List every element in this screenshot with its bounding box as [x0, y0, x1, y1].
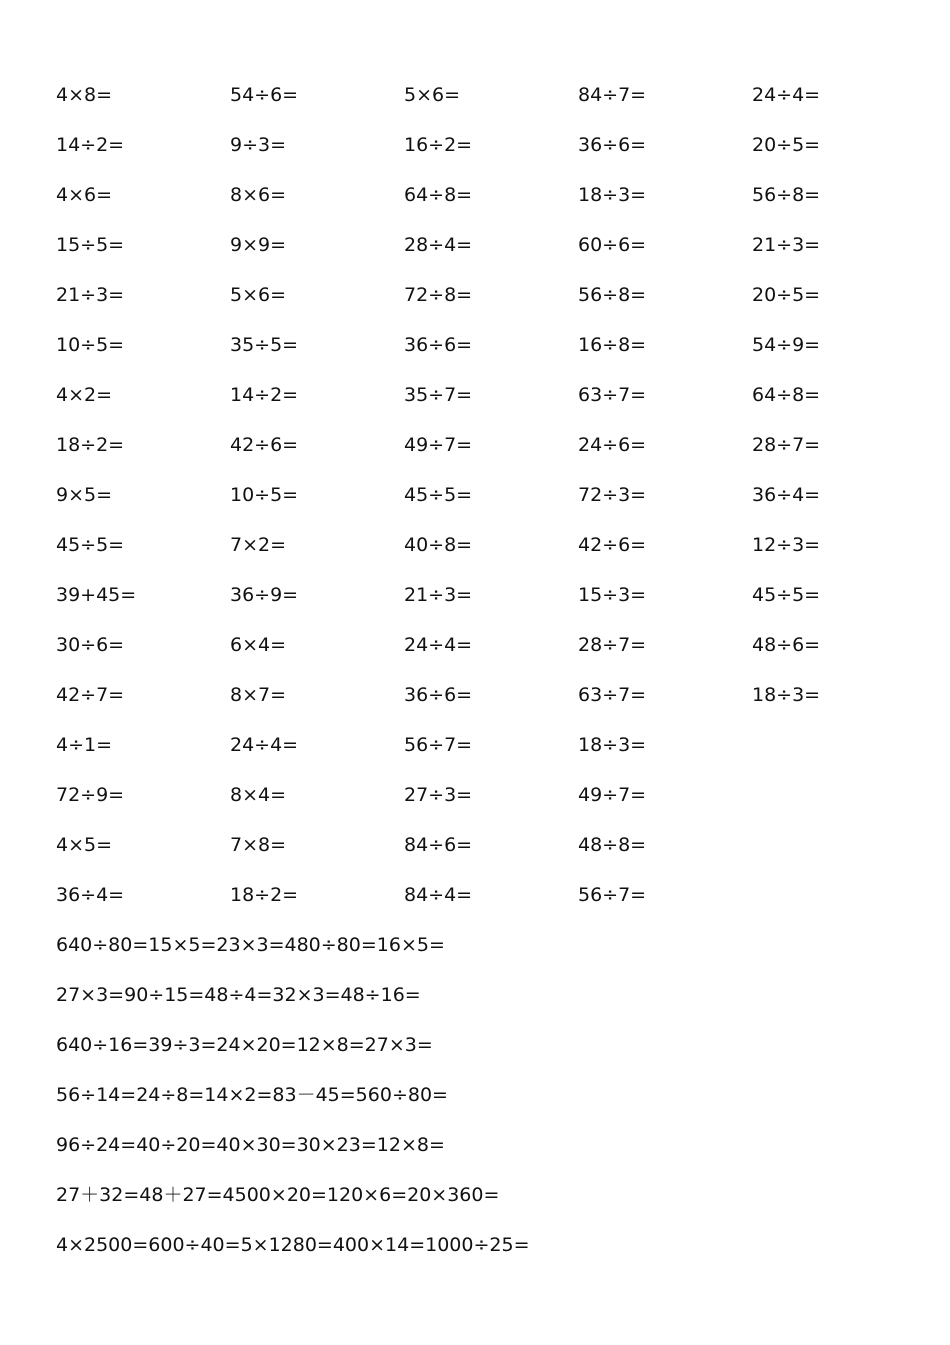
problem-cell: 56÷8= — [578, 284, 647, 306]
problem-cell: 54÷9= — [752, 334, 821, 356]
problem-cell: 12÷3= — [752, 534, 821, 556]
problem-cell: 18÷2= — [56, 434, 125, 456]
problem-cell: 48÷6= — [752, 634, 821, 656]
problem-row — [56, 270, 926, 320]
problem-row — [56, 620, 926, 670]
problem-cell: 20÷5= — [752, 134, 821, 156]
problem-cell: 64÷8= — [404, 184, 473, 206]
problem-cell: 72÷3= — [578, 484, 647, 506]
problem-cell: 5×6= — [230, 284, 287, 306]
problem-cell: 84÷6= — [404, 834, 473, 856]
problem-row — [56, 520, 926, 570]
problem-row — [56, 470, 926, 520]
problem-cell: 45÷5= — [56, 534, 125, 556]
problem-cell: 35÷5= — [230, 334, 299, 356]
problem-cell: 15÷5= — [56, 234, 125, 256]
problem-cell: 8×6= — [230, 184, 287, 206]
problem-cell: 21÷3= — [752, 234, 821, 256]
problem-cell: 27÷3= — [404, 784, 473, 806]
problem-cell: 36÷6= — [578, 134, 647, 156]
problem-row — [56, 370, 926, 420]
problem-cell: 18÷3= — [752, 684, 821, 706]
problem-cell: 84÷7= — [578, 84, 647, 106]
problem-cell: 24÷4= — [230, 734, 299, 756]
problem-cell: 4×8= — [56, 84, 113, 106]
problem-cell: 64÷8= — [752, 384, 821, 406]
problem-cell: 56÷7= — [578, 884, 647, 906]
problem-cell: 40÷8= — [404, 534, 473, 556]
problem-cell: 18÷2= — [230, 884, 299, 906]
problem-cell: 36÷6= — [404, 684, 473, 706]
problem-cell: 5×6= — [404, 84, 461, 106]
problem-cell: 36÷6= — [404, 334, 473, 356]
problem-cell: 14÷2= — [230, 384, 299, 406]
problem-row — [56, 670, 926, 720]
problem-lines — [56, 920, 916, 1270]
problem-cell: 18÷3= — [578, 734, 647, 756]
problem-cell: 20÷5= — [752, 284, 821, 306]
problem-line: 96÷24=40÷20=40×30=30×23=12×8= — [56, 1134, 445, 1156]
problem-cell: 72÷8= — [404, 284, 473, 306]
problem-line: 640÷80=15×5=23×3=480÷80=16×5= — [56, 934, 445, 956]
problem-cell: 24÷6= — [578, 434, 647, 456]
problem-cell: 28÷7= — [752, 434, 821, 456]
problem-cell: 21÷3= — [404, 584, 473, 606]
problem-row — [56, 220, 926, 270]
problem-cell: 35÷7= — [404, 384, 473, 406]
problem-cell: 28÷4= — [404, 234, 473, 256]
problem-cell: 4×2= — [56, 384, 113, 406]
problem-cell: 60÷6= — [578, 234, 647, 256]
problem-cell: 21÷3= — [56, 284, 125, 306]
problem-cell: 42÷7= — [56, 684, 125, 706]
problem-cell: 24÷4= — [404, 634, 473, 656]
problem-cell: 7×8= — [230, 834, 287, 856]
problem-cell: 14÷2= — [56, 134, 125, 156]
problem-cell: 36÷9= — [230, 584, 299, 606]
problem-cell: 56÷8= — [752, 184, 821, 206]
problem-cell: 45÷5= — [404, 484, 473, 506]
problem-cell: 10÷5= — [230, 484, 299, 506]
problem-cell: 84÷4= — [404, 884, 473, 906]
problem-cell: 8×4= — [230, 784, 287, 806]
problem-row — [56, 170, 926, 220]
problem-cell: 9÷3= — [230, 134, 287, 156]
problem-cell: 16÷8= — [578, 334, 647, 356]
problem-cell: 63÷7= — [578, 684, 647, 706]
problem-cell: 9×5= — [56, 484, 113, 506]
problem-row — [56, 120, 926, 170]
problem-grid — [56, 70, 926, 920]
problem-cell: 9×9= — [230, 234, 287, 256]
problem-row — [56, 320, 926, 370]
problem-cell: 7×2= — [230, 534, 287, 556]
problem-row — [56, 570, 926, 620]
problem-cell: 4÷1= — [56, 734, 113, 756]
problem-cell: 63÷7= — [578, 384, 647, 406]
problem-cell: 10÷5= — [56, 334, 125, 356]
problem-cell: 4×6= — [56, 184, 113, 206]
problem-line: 56÷14=24÷8=14×2=83－45=560÷80= — [56, 1084, 448, 1106]
problem-cell: 49÷7= — [578, 784, 647, 806]
problem-cell: 49÷7= — [404, 434, 473, 456]
problem-cell: 8×7= — [230, 684, 287, 706]
problem-cell: 45÷5= — [752, 584, 821, 606]
problem-cell: 36÷4= — [56, 884, 125, 906]
problem-row — [56, 820, 926, 870]
problem-row — [56, 870, 926, 920]
problem-cell: 42÷6= — [578, 534, 647, 556]
problem-cell: 72÷9= — [56, 784, 125, 806]
problem-cell: 36÷4= — [752, 484, 821, 506]
problem-row — [56, 70, 926, 120]
problem-cell: 16÷2= — [404, 134, 473, 156]
problem-cell: 54÷6= — [230, 84, 299, 106]
problem-row — [56, 770, 926, 820]
problem-line: 27×3=90÷15=48÷4=32×3=48÷16= — [56, 984, 421, 1006]
problem-line: 4×2500=600÷40=5×1280=400×14=1000÷25= — [56, 1234, 530, 1256]
problem-cell: 30÷6= — [56, 634, 125, 656]
problem-cell: 48÷8= — [578, 834, 647, 856]
problem-cell: 18÷3= — [578, 184, 647, 206]
problem-line: 27＋32=48＋27=4500×20=120×6=20×360= — [56, 1184, 500, 1206]
problem-cell: 4×5= — [56, 834, 113, 856]
problem-line: 640÷16=39÷3=24×20=12×8=27×3= — [56, 1034, 433, 1056]
problem-cell: 24÷4= — [752, 84, 821, 106]
problem-cell: 15÷3= — [578, 584, 647, 606]
problem-row — [56, 420, 926, 470]
problem-cell: 56÷7= — [404, 734, 473, 756]
problem-cell: 28÷7= — [578, 634, 647, 656]
problem-cell: 6×4= — [230, 634, 287, 656]
problem-cell: 42÷6= — [230, 434, 299, 456]
problem-cell: 39+45= — [56, 584, 137, 606]
problem-row — [56, 720, 926, 770]
